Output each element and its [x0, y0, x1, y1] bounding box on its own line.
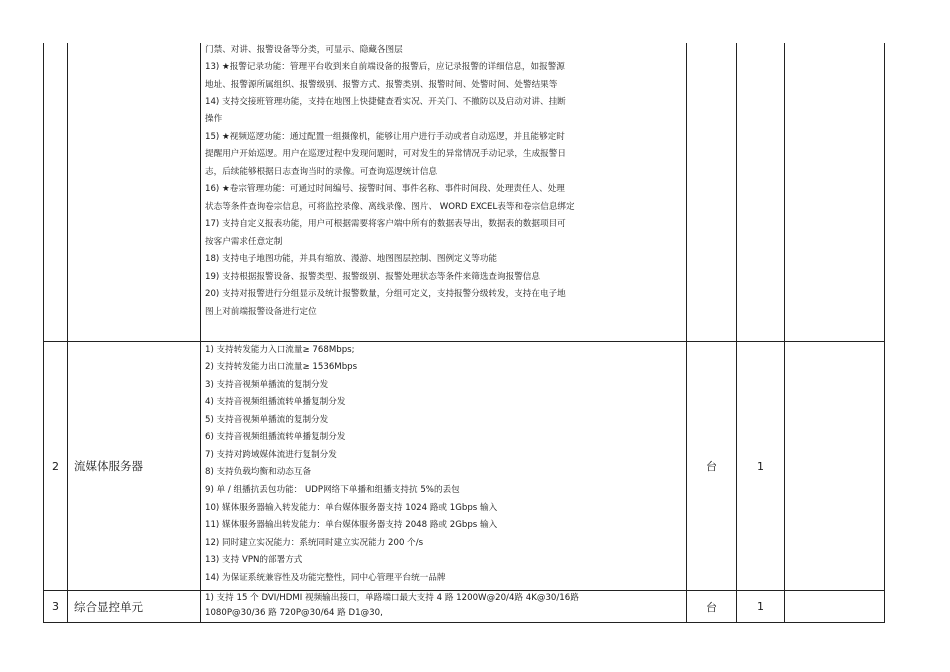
desc-line: 4) 支持音视频组播流转单播复制分发 — [205, 397, 346, 407]
desc-line: 12) 同时建立实况能力：系统同时建立实况能力 200 个/s — [205, 538, 424, 548]
row-3-name: 综合显控单元 — [74, 599, 143, 614]
col-border-qty — [784, 43, 785, 622]
desc-line: 5) 支持音视频单播流的复制分发 — [205, 415, 329, 425]
desc-line: 按客户需求任意定制 — [205, 237, 283, 247]
desc-line: 19) 支持根据报警设备、报警类型、报警级别、报警处理状态等条件来筛选查询报警信息 — [205, 272, 540, 282]
row-2-unit: 台 — [706, 460, 717, 473]
desc-line: 10) 媒体服务器输入转发能力：单台媒体服务器支持 1024 路或 1Gbps 输入 — [205, 503, 498, 513]
desc-line: 14) 支持交接班管理功能，支持在地图上快捷健查看实况、开关门、不撤防以及启动对讲、挂断 — [205, 97, 566, 107]
desc-line: 9) 单 / 组播抗丢包功能： UDP网络下单播和组播支持抗 5%的丢包 — [205, 485, 460, 495]
desc-line: 16) ★卷宗管理功能：可通过时间编号、接警时间、事件名称、事件时间段、处理责任人、处理 — [205, 184, 565, 194]
desc-line: 志，后续能够根据日志查询当时的录像。可查询巡逻统计信息 — [205, 167, 438, 177]
desc-line: 8) 支持负载均衡和动态互备 — [205, 467, 312, 477]
desc-line: 1) 支持转发能力入口流量≥ 768Mbps; — [205, 345, 355, 355]
desc-line: 18) 支持电子地图功能，并具有缩放、漫游、地图图层控制、图例定义等功能 — [205, 254, 498, 264]
desc-line: 1080P@30/36 路 720P@30/64 路 D1@30, — [205, 608, 383, 618]
desc-line: 17) 支持自定义报表功能，用户可根据需要将客户端中所有的数据表导出，数据表的数据项目可 — [205, 219, 566, 229]
desc-line: 状态等条件查询卷宗信息，可将监控录像、离线录像、图片、 WORD EXCEL表等和卷宗信息绑定 — [205, 202, 575, 212]
row-border-bottom — [43, 622, 885, 623]
desc-line: 提醒用户开始巡逻。用户在巡逻过程中发现问题时，可对发生的异常情况手动记录，生成报警日 — [205, 149, 566, 159]
desc-line: 1) 支持 15 个 DVI/HDMI 视频输出接口，单路端口最大支持 4 路 1200W@20/4路 4K@30/16路 — [205, 593, 579, 603]
row-3-unit: 台 — [706, 600, 717, 614]
col-border-name — [200, 43, 201, 622]
desc-line: 11) 媒体服务器输出转发能力：单台媒体服务器支持 2048 路或 2Gbps 输入 — [205, 520, 498, 530]
desc-line: 7) 支持对跨域媒体流进行复制分发 — [205, 450, 337, 460]
desc-line: 6) 支持音视频组播流转单播复制分发 — [205, 432, 346, 442]
row-2-number: 2 — [52, 459, 59, 473]
desc-line: 14) 为保证系统兼容性及功能完整性，同中心管理平台统一品牌 — [205, 573, 446, 583]
col-border-right — [884, 43, 885, 622]
desc-line: 15) ★视频巡逻功能：通过配置一组摄像机，能够让用户进行手动或者自动巡逻，并且能够定时 — [205, 132, 565, 142]
row-2-quantity: 1 — [757, 459, 764, 473]
desc-line: 20) 支持对报警进行分组显示及统计报警数量，分组可定义，支持报警分级转发，支持在电子地 — [205, 289, 566, 299]
desc-line: 13) 支持 VPN的部署方式 — [205, 555, 303, 565]
desc-line: 地址、报警源所属组织、报警级别、报警方式、报警类别、报警时间、处警时间、处警结果等 — [205, 80, 558, 90]
desc-line: 2) 支持转发能力出口流量≥ 1536Mbps — [205, 362, 358, 372]
row-2-name: 流媒体服务器 — [74, 459, 143, 473]
desc-line: 3) 支持音视频单播流的复制分发 — [205, 380, 329, 390]
desc-line: 图上对前端报警设备进行定位 — [205, 307, 317, 317]
row-3-number: 3 — [52, 600, 59, 613]
desc-line: 13) ★报警记录功能：管理平台收到来自前端设备的报警后，应记录报警的详细信息，如报警源 — [205, 62, 565, 72]
row-3-quantity: 1 — [757, 600, 764, 613]
desc-line: 操作 — [205, 114, 223, 124]
desc-line: 门禁、对讲、报警设备等分类，可显示、隐藏各图层 — [205, 45, 403, 55]
